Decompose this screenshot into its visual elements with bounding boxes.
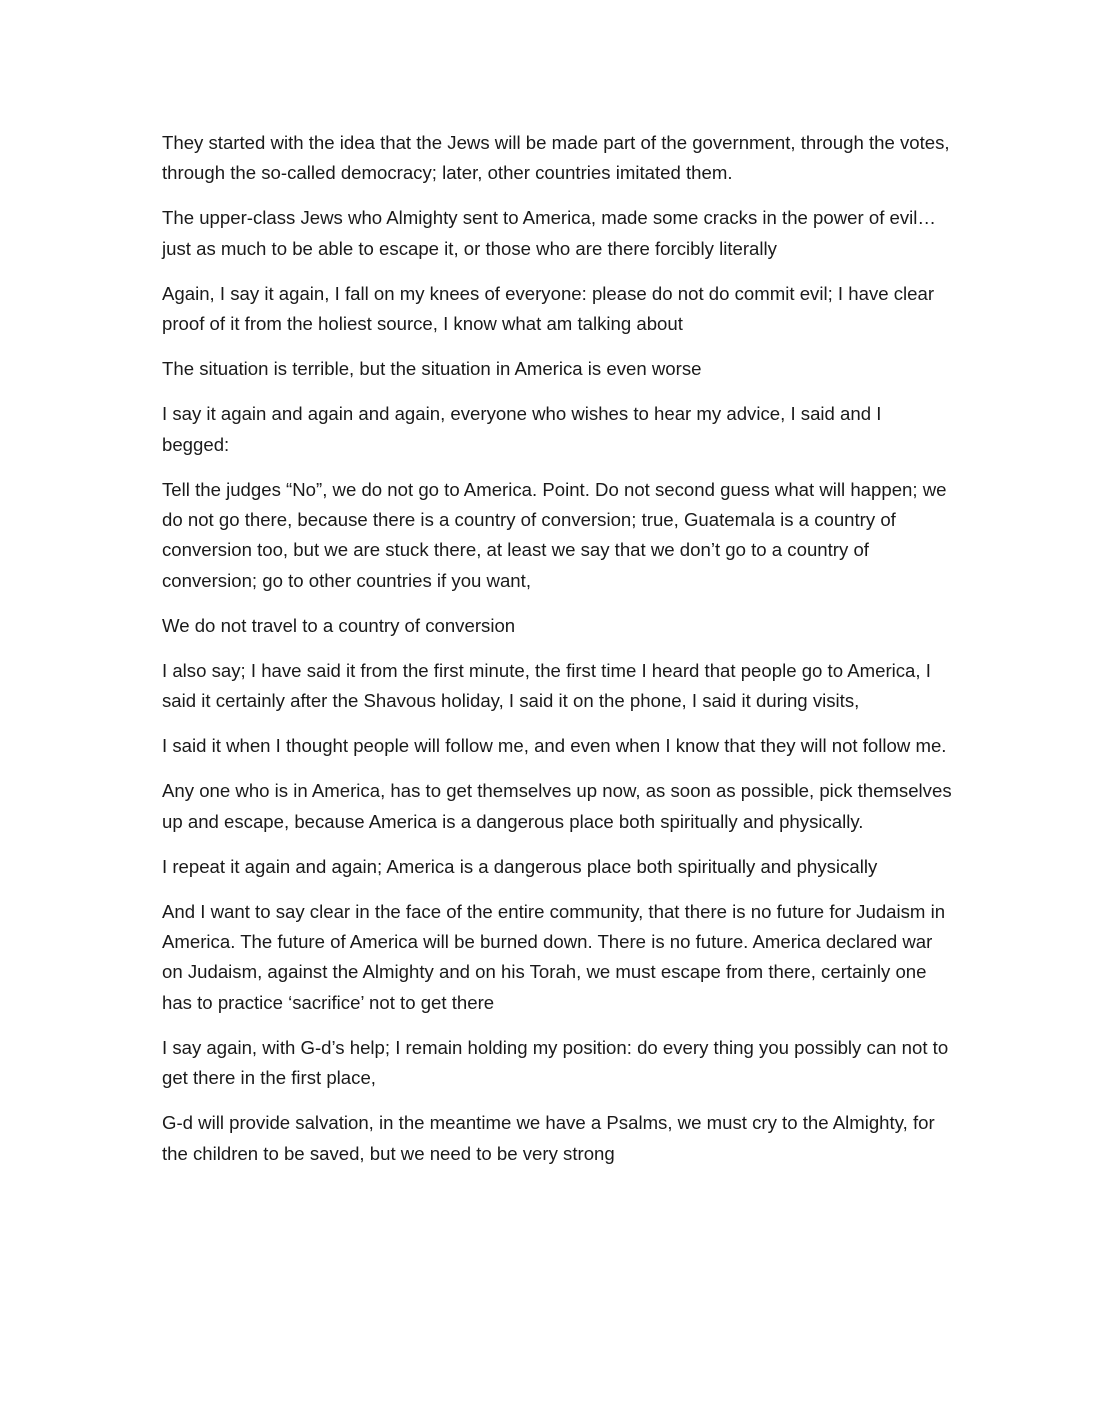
paragraph-7: We do not travel to a country of conversion (162, 614, 516, 636)
paragraph-12: And I want to say clear in the face of the entire community, that there is no future for Judaism in America. The future of America will be burned down. There is no future. America declared war on Judaism, against the Almighty and on his Torah, we must escape from there, certainly one has to practice ‘sacrifice’ not to get there (162, 900, 946, 1013)
paragraph-3: Again, I say it again, I fall on my knees of everyone: please do not do commit evil; I have clear proof of it from the holiest source, I know what am talking about (162, 282, 935, 335)
document-body (162, 128, 952, 1184)
paragraph-11: I repeat it again and again; America is a dangerous place both spiritually and physically (162, 855, 878, 877)
paragraph-4: The situation is terrible, but the situation in America is even worse (162, 358, 702, 380)
paragraph-1: They started with the idea that the Jews will be made part of the government, through the votes, through the so-called democracy; later, other countries imitated them. (162, 132, 950, 184)
paragraph-5: I say it again and again and again, everyone who wishes to hear my advice, I said and I begged: (162, 403, 882, 455)
paragraph-13: I say again, with G-d’s help; I remain holding my position: do every thing you possibly can not to get there in the first place, (162, 1036, 949, 1089)
paragraph-14: G-d will provide salvation, in the meantime we have a Psalms, we must cry to the Almighty, for the children to be saved, but we need to be very strong (162, 1112, 935, 1164)
paragraph-9: I said it when I thought people will follow me, and even when I know that they will not follow me. (162, 735, 947, 757)
paragraph-2: The upper-class Jews who Almighty sent to America, made some cracks in the power of evil… just as much to be able to escape it, or those who are there forcibly literally (162, 207, 937, 259)
paragraph-6: Tell the judges “No”, we do not go to America. Point. Do not second guess what will happen; we do not go there, because there is a country of conversion; true, Guatemala is a country of conversion too, but we are stuck there, at least we say that we don’t go to a country of conversion; go to other countries if you want, (162, 478, 947, 591)
paragraph-10: Any one who is in America, has to get themselves up now, as soon as possible, pick themselves up and escape, because America is a dangerous place both spiritually and physically. (162, 780, 952, 832)
paragraph-8: I also say; I have said it from the first minute, the first time I heard that people go to America, I said it certainly after the Shavous holiday, I said it on the phone, I said it during visits, (162, 659, 931, 712)
